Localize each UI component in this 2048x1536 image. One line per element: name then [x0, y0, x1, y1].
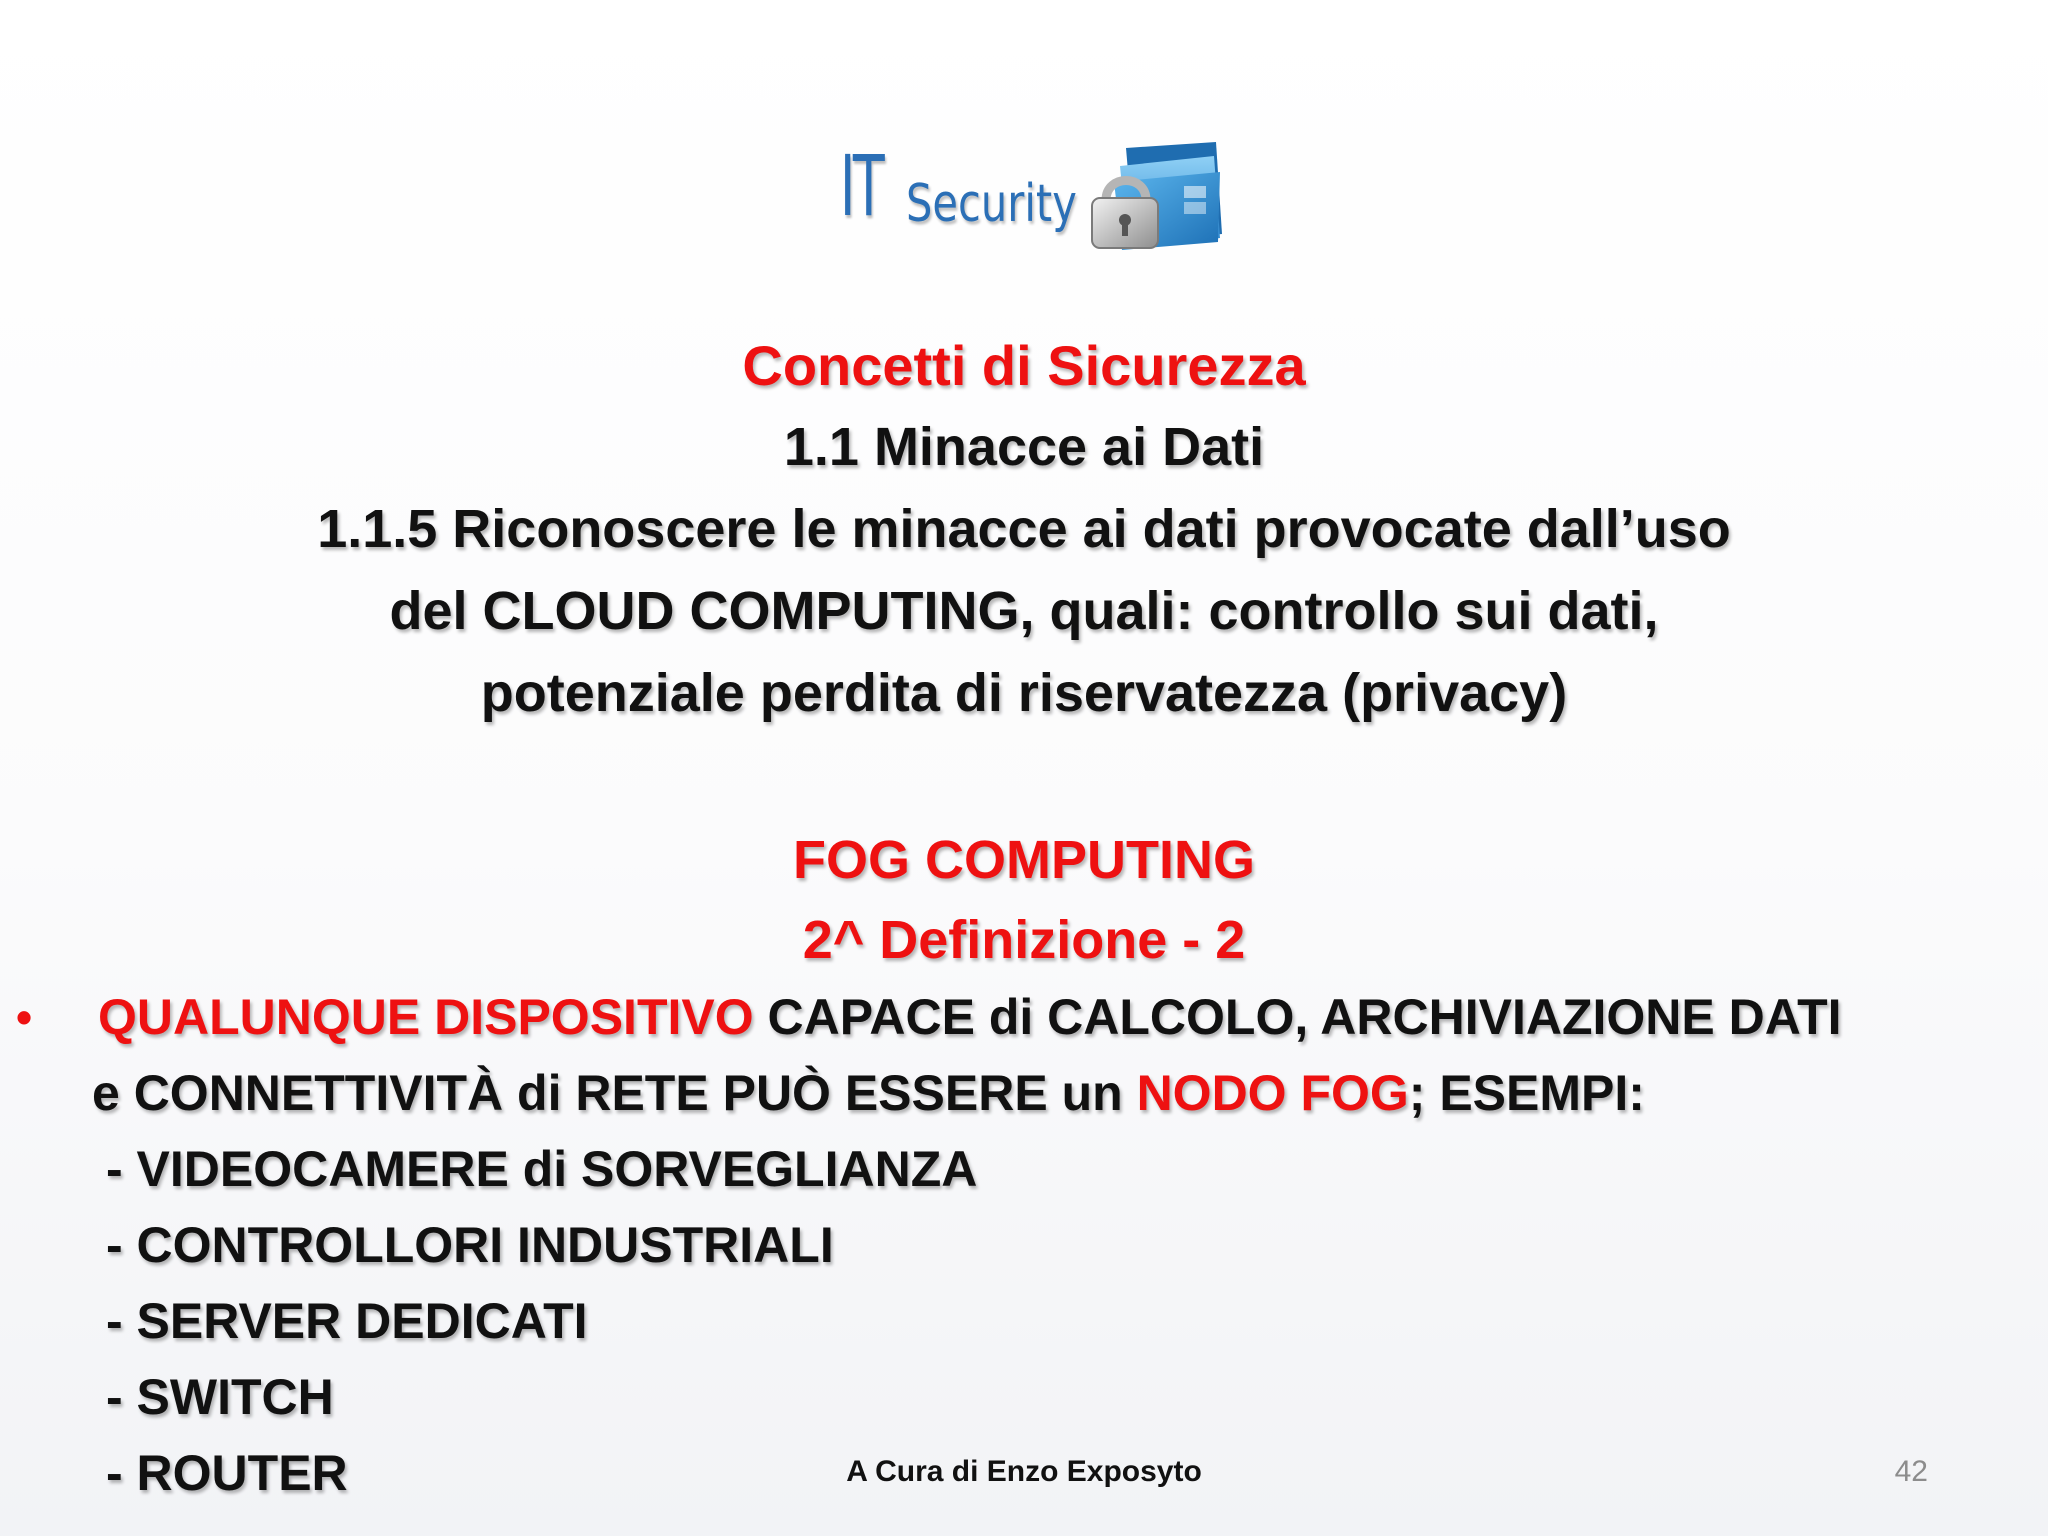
footer-author: A Cura di Enzo Exposyto [846, 1455, 1202, 1488]
section-title: Concetti di Sicurezza [742, 334, 1306, 397]
line-1-text: CAPACE di CALCOLO, ARCHIVIAZIONE DATI [753, 989, 1842, 1045]
example-item: - SERVER DEDICATI [106, 1293, 588, 1349]
example-item: - SWITCH [106, 1369, 334, 1425]
bullet-line-1 [98, 982, 1842, 1052]
folder-lock-graphic [1088, 138, 1228, 256]
example-item: - ROUTER [106, 1445, 348, 1501]
objective-line-1: 1.1.5 Riconoscere le minacce ai dati provocate dall’uso [317, 499, 1731, 559]
line-2-text-b: ; ESEMPI: [1408, 1065, 1645, 1121]
page-number: 42 [1894, 1455, 1928, 1488]
definition-heading: 2^ Definizione - 2 [802, 910, 1246, 970]
logo-security-text: Security [906, 174, 1077, 234]
fog-computing-title: FOG COMPUTING [793, 830, 1255, 890]
line-2-text-a: e CONNETTIVITÀ di RETE PUÒ ESSERE un [92, 1065, 1137, 1121]
bullet-line-2 [92, 1058, 1645, 1128]
bullet-marker: • [16, 991, 33, 1043]
objective-line-2: del CLOUD COMPUTING, quali: controllo sui dati, [389, 581, 1659, 641]
objective-line-3: potenziale perdita di riservatezza (privacy) [480, 663, 1568, 723]
highlight-fog-node: NODO FOG [1136, 1065, 1409, 1121]
example-item: - VIDEOCAMERE di SORVEGLIANZA [106, 1141, 978, 1197]
it-security-logo [840, 138, 1240, 258]
logo-it-text: IT [840, 137, 883, 235]
example-item: - CONTROLLORI INDUSTRIALI [106, 1217, 834, 1273]
subsection-title: 1.1 Minacce ai Dati [783, 417, 1265, 477]
highlight-any-device: QUALUNQUE DISPOSITIVO [98, 989, 754, 1045]
